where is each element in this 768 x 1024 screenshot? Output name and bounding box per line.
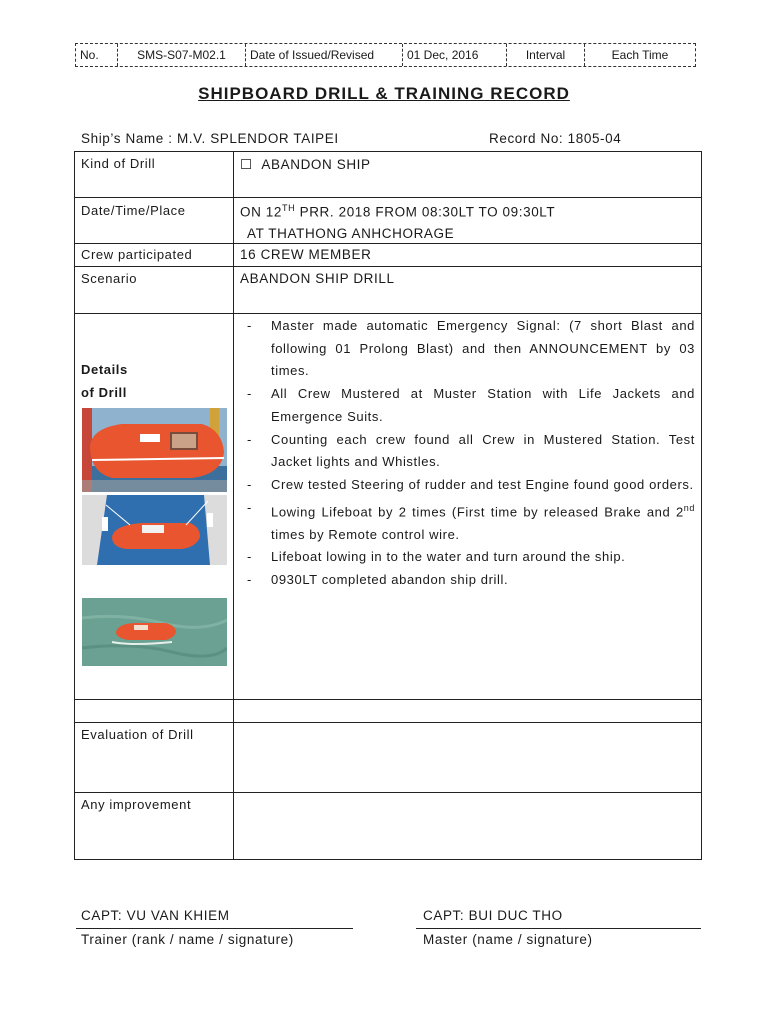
crew-participated-label: Crew participated xyxy=(81,247,193,262)
detail-text: Master made automatic Emergency Signal: (7 short Blast and following 01 Prolong Blast) and then ANNOUNCEMENT by 03 times. xyxy=(271,318,695,379)
list-item xyxy=(247,315,695,383)
detail-text: Crew tested Steering of rudder and test Engine found good orders. xyxy=(271,476,694,492)
lifeboat-at-sea-photo xyxy=(82,598,227,666)
checkbox-icon: ☐ xyxy=(240,157,253,172)
kind-of-drill-value xyxy=(240,157,371,173)
list-item xyxy=(247,569,695,592)
kind-of-drill-text: ABANDON SHIP xyxy=(261,157,371,172)
blank-row xyxy=(75,699,701,722)
improvement-row xyxy=(75,792,701,860)
detail-text: Counting each crew found all Crew in Mustered Station. Test Jacket lights and Whistles. xyxy=(271,431,695,470)
date-issued-label: Date of Issued/Revised xyxy=(246,44,403,66)
page-title xyxy=(0,84,768,104)
list-item xyxy=(247,429,695,474)
details-row xyxy=(75,313,701,699)
trainer-name: CAPT: VU VAN KHIEM xyxy=(81,908,230,923)
details-label-1: Details xyxy=(81,362,128,377)
master-name: CAPT: BUI DUC THO xyxy=(423,908,563,923)
scenario-label: Scenario xyxy=(81,271,138,286)
detail-text: 0930LT completed abandon ship drill. xyxy=(271,572,509,588)
drill-record-table xyxy=(74,151,702,860)
record-number: Record No: 1805-04 xyxy=(489,131,622,146)
trainer-caption: Trainer (rank / name / signature) xyxy=(81,932,294,947)
bullet-dash: - xyxy=(247,476,252,492)
bullet-dash: - xyxy=(247,549,252,565)
place-value: AT THATHONG ANHCHORAGE xyxy=(247,226,455,241)
bullet-dash: - xyxy=(247,386,252,402)
scenario-row xyxy=(75,266,701,313)
bullet-dash: - xyxy=(247,572,252,588)
document-control-table xyxy=(75,43,696,67)
improvement-label: Any improvement xyxy=(81,797,192,812)
list-item xyxy=(247,497,695,547)
lifeboat-davit-photo xyxy=(82,408,227,492)
list-item xyxy=(247,546,695,569)
detail-text: times by Remote control wire. xyxy=(271,526,460,542)
list-item xyxy=(247,474,695,497)
date-issued-value: 01 Dec, 2016 xyxy=(403,44,507,66)
detail-text: Lifeboat lowing in to the water and turn around the ship. xyxy=(271,549,626,565)
date-suffix: TH xyxy=(282,203,296,213)
trainer-signature-line xyxy=(76,928,353,929)
bullet-dash: - xyxy=(247,318,252,333)
ordinal-suffix: nd xyxy=(683,502,695,513)
scenario-value: ABANDON SHIP DRILL xyxy=(240,271,395,286)
interval-value: Each Time xyxy=(611,48,669,62)
master-caption: Master (name / signature) xyxy=(423,932,593,947)
date-text: ON 12 xyxy=(240,204,283,220)
crew-row xyxy=(75,243,701,266)
date-time-place-value xyxy=(240,203,555,220)
lifeboat-lowering-photo xyxy=(82,495,227,565)
interval-label: Interval xyxy=(507,44,585,66)
doc-no-value: SMS-S07-M02.1 xyxy=(118,44,246,66)
bullet-dash: - xyxy=(247,431,252,447)
kind-of-drill-label: Kind of Drill xyxy=(81,156,156,171)
detail-text: All Crew Mustered at Muster Station with Life Jackets and Emergence Suits. xyxy=(271,386,695,424)
crew-participated-value: 16 CREW MEMBER xyxy=(240,247,372,262)
page-title-text: SHIPBOARD DRILL & TRAINING RECORD xyxy=(198,84,570,103)
list-item xyxy=(247,383,695,428)
date-row xyxy=(75,197,701,243)
date-time-place-label: Date/Time/Place xyxy=(81,203,186,218)
ship-name: Ship’s Name : M.V. SPLENDOR TAIPEI xyxy=(81,131,339,146)
evaluation-label: Evaluation of Drill xyxy=(81,727,194,742)
details-label-2: of Drill xyxy=(81,385,127,400)
date-time-text: PRR. 2018 FROM 08:30LT TO 09:30LT xyxy=(295,204,556,220)
detail-text: Lowing Lifeboat by 2 times (First time by released Brake and 2 xyxy=(271,503,684,519)
master-signature-line xyxy=(416,928,701,929)
evaluation-row xyxy=(75,722,701,792)
bullet-dash: - xyxy=(247,499,252,515)
doc-no-label: No. xyxy=(76,44,118,66)
drill-details-list xyxy=(247,315,695,592)
